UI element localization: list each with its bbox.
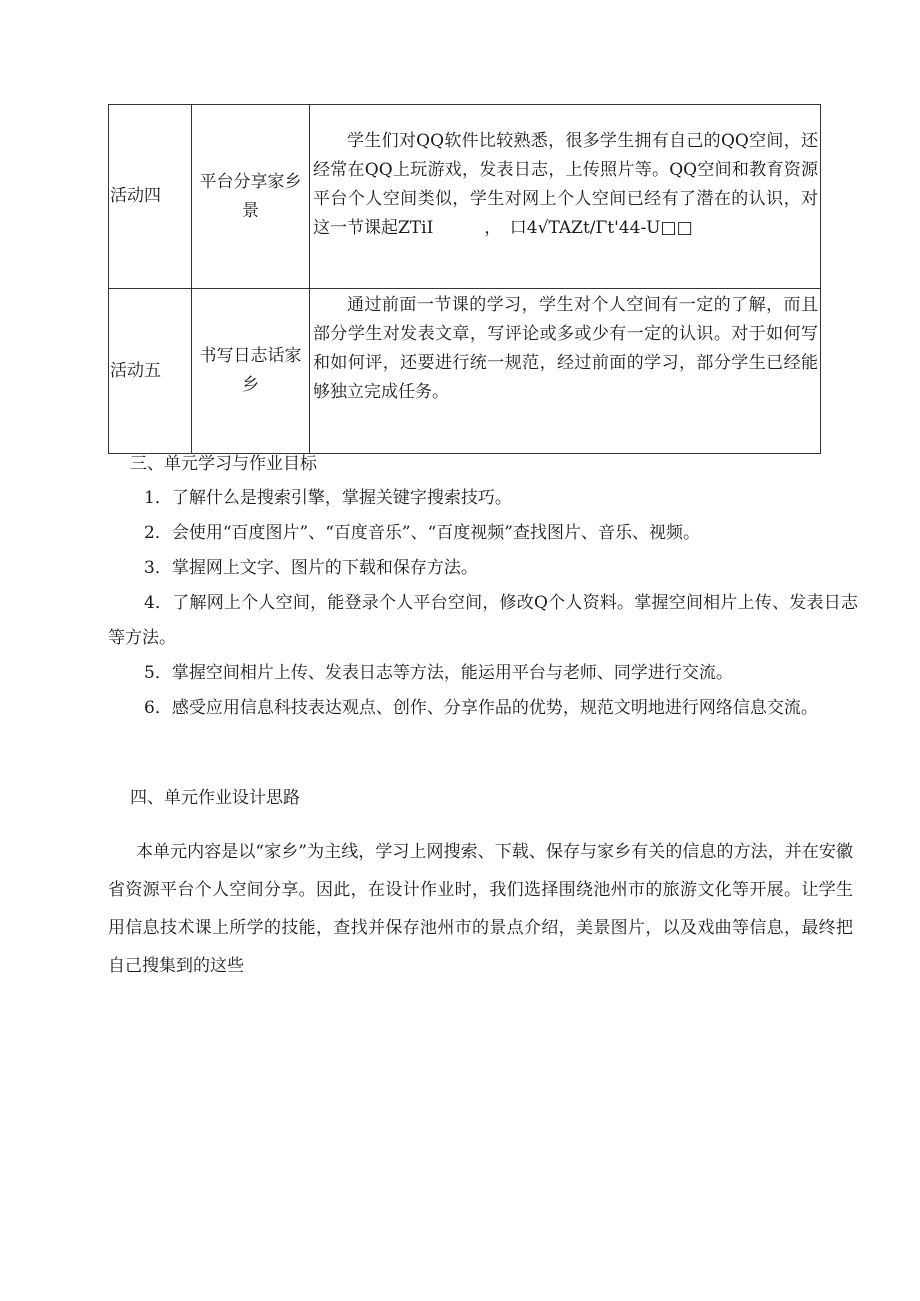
goals-list: [108, 481, 858, 726]
activity-description-cell: 学生们对QQ软件比较熟悉，很多学生拥有自己的QQ空间，还经常在QQ上玩游戏，发表日志，上传照片等。QQ空间和教育资源平台个人空间类似，学生对网上个人空间已经有了潜在的认识，对这一节课起ZTiI ， 口4√TAZt/Γt'44-U□□: [310, 105, 821, 289]
design-rationale-paragraph: 本单元内容是以“家乡”为主线，学习上网搜索、下载、保存与家乡有关的信息的方法，并在安徽省资源平台个人空间分享。因此，在设计作业时，我们选择围绕池州市的旅游文化等开展。让学生用信息技术课上所学的技能，查找并保存池州市的景点介绍，美景图片，以及戏曲等信息，最终把自己搜集到的这些: [108, 842, 853, 976]
goal-item: 5．掌握空间相片上传、发表日志等方法，能运用平台与老师、同学进行交流。: [144, 663, 733, 683]
activity-title-cell: 平台分享家乡景: [192, 105, 310, 289]
activity-table: [108, 104, 821, 454]
goal-item: 6．感受应用信息科技表达观点、创作、分享作品的优势，规范文明地进行网络信息交流。: [144, 698, 818, 718]
goal-item: 2．会使用“百度图片”、“百度音乐”、“百度视频”查找图片、音乐、视频。: [144, 523, 700, 543]
goal-item: 4．了解网上个人空间，能登录个人平台空间，修改Q个人资料。掌握空间相片上传、发表日志等方法。: [108, 593, 858, 648]
activity-description-cell: 通过前面一节课的学习，学生对个人空间有一定的了解，而且部分学生对发表文章，写评论或多或少有一定的认识。对于如何写和如何评，还要进行统一规范，经过前面的学习，部分学生已经能够独立完成任务。: [310, 289, 821, 454]
section-three-heading: 三、单元学习与作业目标: [130, 454, 317, 474]
section-four-heading: 四、单元作业设计思路: [130, 788, 300, 808]
activity-name-cell: 活动四: [109, 105, 192, 289]
table-row: [109, 289, 821, 454]
goal-item: 1．了解什么是搜索引擎，掌握关键字搜索技巧。: [144, 488, 512, 508]
activity-title-cell: 书写日志话家乡: [192, 289, 310, 454]
activity-name-cell: 活动五: [109, 289, 192, 454]
table-row: [109, 105, 821, 289]
goal-item: 3．掌握网上文字、图片的下载和保存方法。: [144, 558, 478, 578]
